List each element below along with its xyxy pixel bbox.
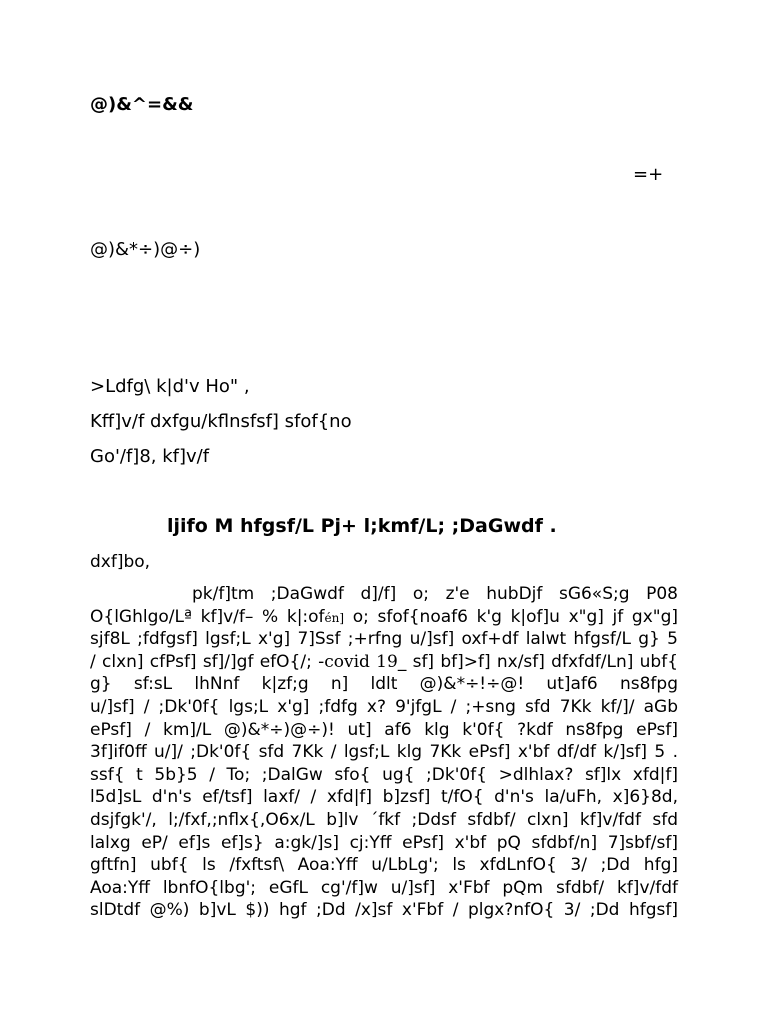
body-line: ssf{ t 5b}5 / To; ;DalGw sfo{ ug{ ;Dk'0f{ >dlhlax? sf]lx xfd|f] (90, 764, 678, 785)
body-line: gftfn] ubf{ ls /fxftsf\ Aoa:Yff u/LbLg'; ls xfdLnfO{ 3/ ;Dd hfg] (90, 855, 678, 876)
body-line: dsjfgk'/, l;/fxf,;nflx{,O6x/L b]lv ´fkf ;Ddsf sfdbf/ clxn] kf]v/fdf sfd (90, 809, 678, 830)
address-line-3: Go'/f]8, kf]v/f (90, 446, 210, 467)
body-line: u/]sf] / ;Dk'0f{ lgs;L x'g] ;fdfg x? 9'jfgL / ;+sng sfd 7Kk kf/]/ aGb (90, 696, 678, 717)
body-line: l5d]sL d'n's ef/tsf] laxf/ / xfd|f] b]zsf] t/fO{ d'n's la/uFh, x]6}8d, (90, 787, 678, 808)
body-line: slDtdf @%) b]vL $)) hgf ;Dd /x]sf x'Fbf / plgx?nfO{ 3/ ;Dd hfgsf] (90, 900, 678, 921)
body-line: lalxg eP/ ef]s ef]s} a:gk/]s] cj:Yff ePsf] x'bf pQ sfdbf/n] 7]sbf/sf] (90, 832, 678, 853)
body-line: / clxn] cfPsf] sf]/]gf efO{/; -covid 19_ sf] bf]>f] nx/sf] dfxfdf/Ln] ubf{ (90, 651, 679, 672)
salutation: dxf]bo, (90, 552, 151, 572)
body-line: g} sf:sL lhNnf k|zf;g n] ldlt @)&*÷!÷@! ut]af6 ns8fpg (90, 674, 678, 695)
body-line: pk/f]tm ;DaGwdf d]/f] o; z'e hubDjf sG6«S;g P08 (192, 584, 678, 604)
address-line-2: Kff]v/f dxfgu/kflnsfsf] sfof{no (90, 411, 352, 432)
body-line: ePsf] / km]/L @)&*÷)@÷)! ut] af6 klg k'0f{ ?kdf ns8fpg ePsf] (90, 719, 678, 740)
body-line: 3f]if0ff u/]/ ;Dk'0f{ sfd 7Kk / lgsf;L klg 7Kk ePsf] x'bf df/df k/]sf] 5 . (90, 742, 678, 763)
letter-date: @)&*÷)@÷) (90, 239, 201, 260)
letter-body (90, 583, 678, 922)
reference-number: @)&^=&& (90, 94, 194, 115)
body-line: sjf8L ;fdfgsf] lgsf;L x'g] 7]Ssf ;+rfng u/]sf] oxf+df lalwt hfgsf/L g} 5 (90, 629, 678, 650)
dispatch-symbol: =+ (633, 164, 664, 185)
letter-subject: ljifo M hfgsf/L Pj+ l;kmf/L; ;DaGwdf . (167, 515, 557, 537)
body-line: Aoa:Yff lbnfO{lbg'; eGfL cg'/f]w u/]sf] x'Fbf pQm sfdbf/ kf]v/fdf (90, 877, 678, 898)
body-line: O{lGhlgo/Lª kf]v/f– % k|:ofén] o; sfof{noaf6 k'g k|of]u x"g] jf gx"g] (90, 606, 679, 627)
address-line-1: >Ldfg\ k|d'v Ho" , (90, 376, 250, 397)
